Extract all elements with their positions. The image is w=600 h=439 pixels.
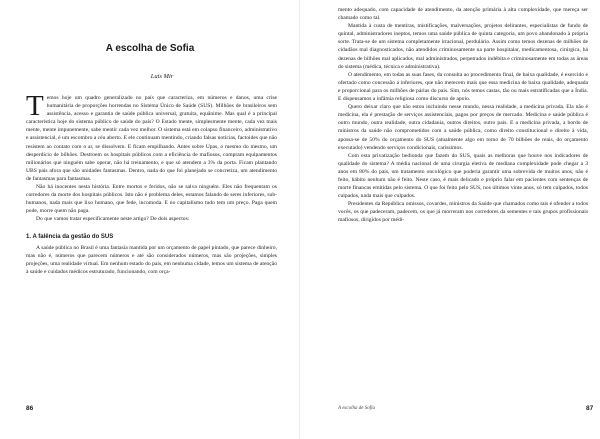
paragraph: O atendimento, em todas as suas fases, da consulta ao procedimento final, de baixa qualidade, é exercido e ofertado como concessão a inferiores, que não merecem mais que essa medicina de baixa qualidade, adequada e proporcional para os milhões de párias do país. Sim, nós temos castas, tão ou mais estratificadas que a Índia. E dispensamos a infâmia religiosa como discurso de apoio.: [338, 71, 588, 103]
paragraph: Não há inocentes nesta história. Entre mortos e feridos, não se salva ninguém. Eles não frequentam os corredores da morte dos hospitais públicos. Isto não é problema deles, estamos falando de seres inferiores, sub-humanos, nada mais que lixo humano, que fede, incomoda. E no capitalismo tudo tem um preço. Paga quem pode, morre quem não paga.: [26, 184, 277, 215]
paragraph: Quero deixar claro que não estou incluindo nesse mundo, nessa realidade, a medicina privada. Ela não é medicina, ela é prestação de serviços assistenciais, pagos por preços de mercado. Medicina e saúde pública é outro mundo, outra realidade, outra cidadania, outros direitos, outro país. E a medicina privada, a bordo de ministros da saúde não comprometidos com a saúde pública, como direito constitucional e direito à vida, apossa-se de 50% do orçamento do SUS (atualmente algo em torno de 70 bilhões de reais, do orçamento executado) vendendo serviços condicionais, caríssimos.: [338, 104, 588, 151]
running-foot: A escolha de Sofia: [338, 406, 375, 411]
paragraph: mento adequado, com capacidade de atendimento, da atenção primária à alta complexidade, que mereça ser chamado como tal.: [338, 7, 588, 22]
section-heading: 1. A falência da gestão do SUS: [26, 233, 114, 240]
author-name: Luis Mir: [150, 73, 174, 80]
paragraph: Presidentes da República omissos, covardes, ministros da Saúde que chamados como tais é ofender a todos vocês, os que padeceram, padecem, os que já morreram nos corredores da sementes e tais grupos profissionais mafiosos, dirigidos por médi-: [338, 201, 588, 224]
page-number-left: 86: [26, 405, 34, 412]
opening-paragraph: [26, 90, 277, 183]
paragraph: Com esta privatização bedionda que fazem do SUS, quais as melhoras que houve nos indicadores de qualidade do sistema? A média nacional de uma cirurgia eletiva de mediana complexidade pode chegar a 3 anos em 80% do país, um tratamento oncológico que poderia garantir uma sobrevida de muitos anos, não é feito, hábito nenhum não é feito. Neste caso, é mais delicado e próprio falar em pacientes com sentenças de morte financas emitidas pelo sistema. O que foi feito pelo SUS, nos últimos vinte anos, só tem culpados, todos culpados, nada mais que culpados.: [338, 152, 588, 200]
paragraph: Do que vamos tratar especificamente neste artigo? De dois aspectos:: [36, 216, 190, 223]
paragraph: Mantida à custa de mentiras, mistificações, malversações, projetos delirantes, especialistas de fundo de quintal, administradores ineptos, temos uma saúde pública de quinta categoria, um povo abandonado à própria sorte. Trata-se de um sistema completamente irracional, perdulário. Assim como temos dezenas de milhões de cidadãos mal diagnosticados, não atendidos criminosamente na parte hospitalar, medicamentosa, cirúrgica, há dezenas de bilhões mal aplicados, mal administrados, perpetrados indébita e criminosamente em todas as áreas do sistema (médica, técnica e administrativa).: [338, 23, 588, 70]
left-text-column: [26, 90, 277, 276]
right-page: [300, 0, 600, 439]
opening-text: emos hoje um quadro generalizado no país que caracteriza, em números e danos, uma crise humanitária de proporções horrendas no Sistema Único de Saúde (SUS). Milhões de brasileiros sem assistência, acesso e garantia de saúde pública universal, gratuita, equânime. Mas qual é a principal característica hoje do sistema público de saúde do país? O Estado mente, simplesmente mente, cada vez mais mente, mente impunemente, sabe mentir cada vez melhor. O sistema está em colapso financeiro, administrativo e assistencial, é um escombro a céu aberto. E ele continuam mentindo, criando falsas notícias, factoides que não resistem ao contato com o ar, se dissolvem. E fícam empilhando. Antes sobre Upas, o mesmo do mesmo, um desperdício de bilhões. Destroem os hospitais públicos com a eficiência de mafiosos, compram equipamentos milionários que ninguém sabe operar, não há treinamento, e que só atendem a 3% da porta. Ficam plantando UBS pais afora que são unidades fantasmas. Dentro, nada do que foi planejado se concretiza, um atendimento de fantasmas para fantasmas.: [26, 95, 277, 182]
paragraph: A saúde pública no Brasil é uma fantasia mantida por um orçamento de papel pintado, que parece dinheiro, mas não é, números que parecem números e até são considerados números, mas são projeções, simples projeções, uma realidade virtual. Em nenhum estado do país, em nenhuma cidade, temos um sistema de atenção à saúde e cuidados médicos estruturado, funcionando, com orça-: [26, 244, 277, 275]
right-text-column: [338, 6, 588, 225]
page-number-right: 87: [586, 405, 594, 412]
chapter-title: A escolha de Sofia: [105, 43, 195, 54]
drop-cap: T: [26, 90, 44, 122]
